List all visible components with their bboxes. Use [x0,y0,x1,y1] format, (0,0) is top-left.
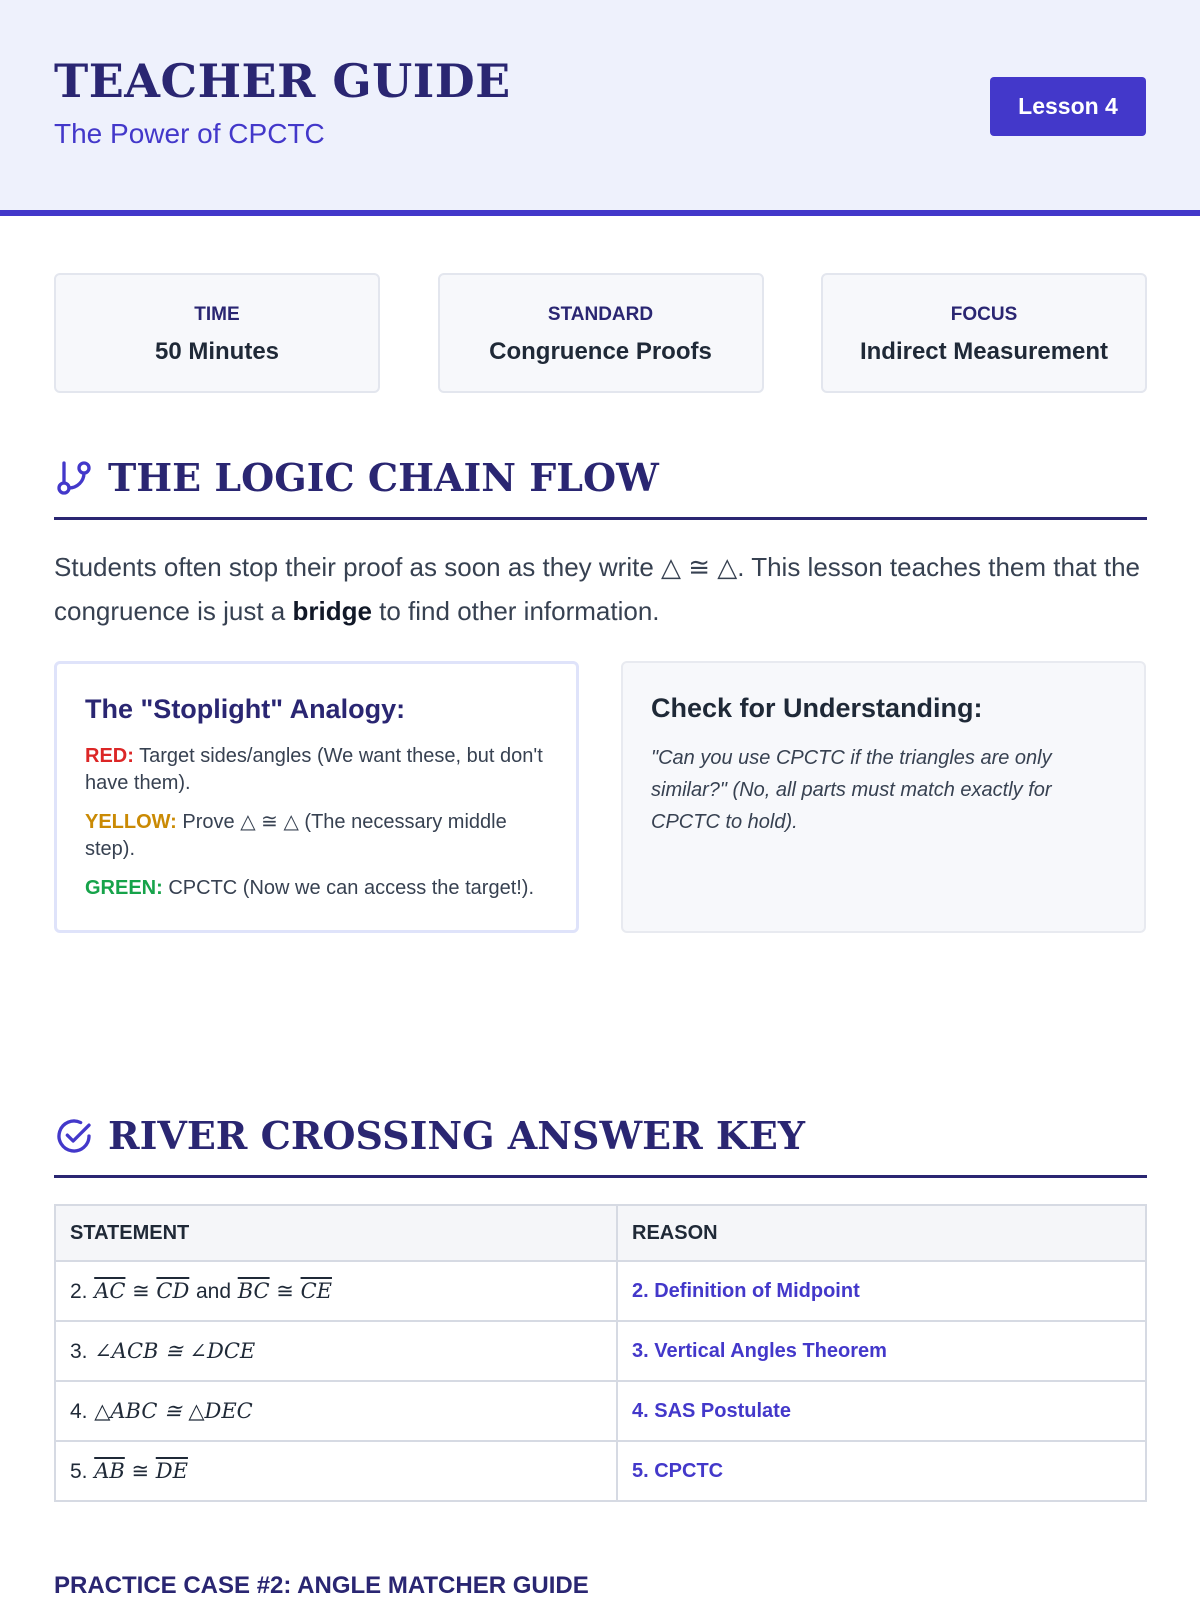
lesson-meta [54,273,1147,397]
meta-label: FOCUS [950,304,1018,325]
segment: $\overline{CD}$ [156,1278,190,1303]
segment: $\overline{AB}$ [94,1458,125,1483]
statement-cell: 5. $\overline{AB}$ ≅ $\overline{DE}$ [55,1441,617,1501]
reason-cell: 2. Definition of Midpoint [617,1261,1146,1321]
analogy-text: Target sides/angles (We want these, but don't have them). [85,745,543,794]
analogy-item-green [85,875,548,902]
analogy-item-yellow [85,809,548,863]
statement-cell: 2. $\overline{AC}$ ≅ $\overline{CD}$ and $\overline{BC}$ ≅ $\overline{CE}$ [55,1261,617,1321]
answer-key-table [54,1204,1147,1502]
section-title: RIVER CROSSING ANSWER KEY [108,1113,806,1158]
analogy-text: CPCTC (Now we can access the target!). [162,877,535,899]
git-branch-icon [54,458,94,498]
logic-section-header [54,452,1147,520]
table-row [55,1321,1146,1381]
check-understanding-card [621,661,1146,933]
intro-bold-word: bridge [292,596,372,626]
statement-cell [55,1381,617,1441]
segment: $\overline{AC}$ [94,1278,126,1303]
meta-card-focus [821,273,1147,393]
analogy-title: The "Stoplight" Analogy: [85,694,406,724]
check-quote: "Can you use CPCTC if the triangles are only similar?" (No, all parts must match exactly for CPCTC to hold). [651,747,1052,833]
column-header-reason: REASON [617,1205,1146,1261]
step-number: 2. [70,1279,88,1303]
meta-card-time [54,273,380,393]
meta-value: 50 Minutes [154,338,280,365]
intro-text-end: to find other information. [371,596,660,626]
table-row [55,1261,1146,1321]
red-tag: RED: [85,745,134,767]
page-subtitle: The Power of CPCTC [54,118,325,149]
yellow-tag: YELLOW: [85,811,177,833]
reason-cell: 3. Vertical Angles Theorem [617,1321,1146,1381]
column-header-statement: STATEMENT [55,1205,617,1261]
step-number: 3. [70,1339,88,1363]
logic-intro-text [54,545,1147,633]
reason-cell: 4. SAS Postulate [617,1381,1146,1441]
meta-value: Congruence Proofs [489,338,712,365]
lesson-badge: Lesson 4 [990,77,1146,136]
stoplight-analogy-card [54,661,579,933]
segment: $\overline{CE}$ [300,1278,332,1303]
statement-math: ∠ACB ≅ ∠DCE [94,1338,256,1363]
table-row [55,1381,1146,1441]
statement-cell [55,1321,617,1381]
step-number: 5. [70,1459,88,1483]
segment: $\overline{DE}$ [155,1458,188,1483]
section-title: THE LOGIC CHAIN FLOW [108,455,659,500]
green-tag: GREEN: [85,877,163,899]
statement-math: △ABC ≅ △DEC [94,1398,253,1423]
meta-label: TIME [194,304,240,325]
answer-section-header [54,1110,1147,1178]
meta-card-standard [438,273,764,393]
meta-label: STANDARD [547,304,654,325]
page-title: TEACHER GUIDE [54,54,511,108]
page-header [0,0,1200,216]
segment: $\overline{BC}$ [237,1278,270,1303]
table-header-row [55,1205,1146,1261]
practice-case-heading: PRACTICE CASE #2: ANGLE MATCHER GUIDE [54,1572,589,1599]
check-title: Check for Understanding: [651,693,983,723]
analogy-text: Prove △ ≅ △ (The necessary middle step). [85,811,507,860]
meta-value: Indirect Measurement [859,338,1109,365]
step-number: 4. [70,1399,88,1423]
table-row [55,1441,1146,1501]
analogy-item-red [85,743,548,797]
check-circle-icon [54,1116,94,1156]
reason-cell: 5. CPCTC [617,1441,1146,1501]
joiner-word: and [195,1279,232,1303]
intro-text-start: Students often stop their proof as soon as they write △ ≅ △. This lesson teaches them that the congruence is just a [54,552,1140,626]
